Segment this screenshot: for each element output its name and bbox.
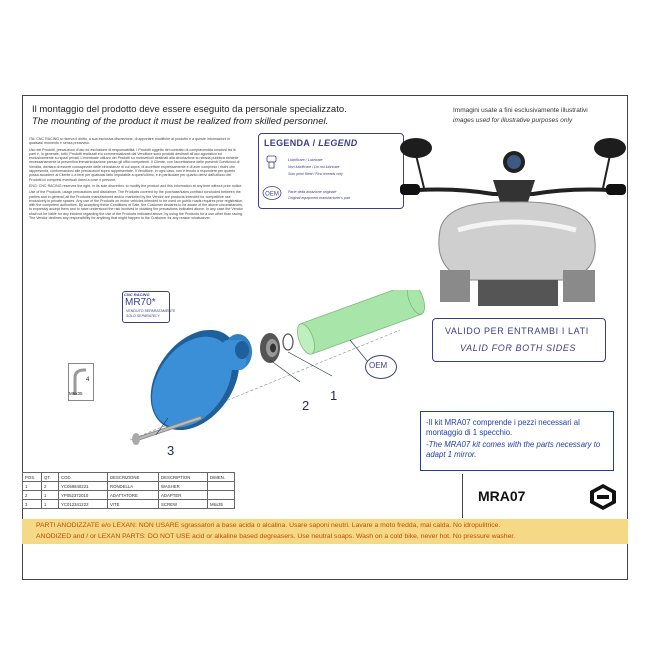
mirror-right-icon bbox=[594, 138, 626, 188]
cell: SCREW bbox=[159, 500, 208, 509]
divider bbox=[462, 474, 463, 518]
parts-table bbox=[22, 472, 235, 509]
valid-both-sides-box bbox=[432, 318, 606, 362]
cell: M6x35 bbox=[208, 500, 235, 509]
oem-callout-label: OEM bbox=[369, 361, 388, 370]
legend-oem-it: Parte della dotazione originale bbox=[288, 190, 337, 194]
cell: WASHER bbox=[159, 482, 208, 491]
legend-item-lubricate: Lubrificare / Lubricate bbox=[288, 158, 323, 162]
oem-badge-icon bbox=[263, 187, 281, 200]
parts-table-header bbox=[23, 473, 235, 482]
cell: 1 bbox=[42, 491, 59, 500]
legend-item-first-threads: Solo primi filetti / First threads only bbox=[288, 172, 343, 176]
callout-4: 4 bbox=[86, 377, 90, 383]
illustrative-note-it: Immagini usate a fini esclusivamente illustrativi bbox=[453, 107, 588, 114]
cell: YP052372010 bbox=[59, 491, 108, 500]
callout-screw-size: M6x35 bbox=[69, 391, 83, 396]
mirror-disc-icon bbox=[132, 313, 257, 447]
callout-3: 3 bbox=[167, 443, 175, 458]
table-row bbox=[23, 491, 235, 500]
col-descrizione: DESCRIZIONE bbox=[108, 473, 159, 482]
mr70-note-en: SOLD SEPARATELY bbox=[126, 314, 160, 318]
cell bbox=[208, 482, 235, 491]
cell: 1 bbox=[23, 482, 42, 491]
mr70-code-text: MR70 bbox=[125, 297, 152, 308]
col-description: DESCRIPTION bbox=[159, 473, 208, 482]
legend-title-en: LEGEND bbox=[318, 138, 358, 148]
legend-oem-en: Original equipment manufacturer's part bbox=[288, 196, 351, 200]
legal-disclaimer bbox=[29, 137, 243, 297]
table-row bbox=[23, 482, 235, 491]
mirror-left-icon bbox=[400, 138, 432, 188]
col-pos: POS. bbox=[23, 473, 42, 482]
mr70-note-it: VENDUTO SEPARATAMENTE bbox=[126, 309, 176, 313]
callout-2: 2 bbox=[302, 398, 310, 413]
oem-grip-icon bbox=[294, 290, 428, 356]
kit-note-it: -Il kit MRA07 comprende i pezzi necessari al montaggio di 1 specchio. bbox=[426, 418, 580, 437]
washer-part-icon bbox=[260, 333, 280, 363]
warning-it: PARTI ANODIZZATE e/o LEXAN: NON USARE sgrassatori a base acida o alcalina. Usare saponi neutri. Lavare a moto fredda, mai calda. No idropulitrice. bbox=[36, 522, 501, 529]
callout-1: 1 bbox=[330, 388, 338, 403]
valid-both-sides-en: VALID FOR BOTH SIDES bbox=[460, 343, 577, 353]
mr70-suffix: * bbox=[151, 297, 156, 308]
legal-p4: Use of the Products, usage precautions and disclaimer. The Products covered by the purchase/sales contract concluded between the parties and in general, all the Products manufactured and/or marketed by the Vendor are products intended for competitive use exclusively in private spaces. Any use of the Products on motor vehicles intended to be used on public roads requires prior registration with the competent authorities. By accepting these Conditions of Sale, the Customer declares to be aware of the above circumstances, to expressly accept them and to have understood the risk involved in violating the precautions indicated above. In any case the Vendor shall not be liable for any incident regarding the use of the Products indicated above, by using the Products for a use other than racing. The Vendor declines any responsibility for anything that might happen to the Customer for any reason whatsoever. bbox=[29, 190, 243, 221]
legal-p2: Uso dei Prodotti, precauzioni d'uso ed esclusione di responsabilità. I Prodotti oggetto del contratto di compravendita conclusi tra le parti e, in generale, tutti i Prodotti realizzati e/o commercializzati dal Venditore sono prodotti destinati all'uso agonistico ed esclusivamente su spazi privati. L'eventuale utilizzo dei Prodotti su motoveicoli destinati alla circolazione su strada pubblica richiede necessariamente la preventiva immatricolazione presso gli uffici competenti. Il Cliente, con l'accettazione delle presenti Condizioni di Vendita, dichiara di essere consapevole delle circostanze di cui sopra, di accettare espressamente e di aver compreso i rischi che rappresenta, conformandosi alle precauzioni sopra rappresentate. Il Venditore, in ogni caso, non è tenuto a rispondere per quanto possa accadere al Cliente o a terzi per qualsiasi fatto imputabile a quest'ultimo, e in particolare per quanto derivi dall'utilizzo dei Prodotti ivi compresi eventuali danni a cose o persone. bbox=[29, 147, 240, 182]
table-row bbox=[23, 500, 235, 509]
cell: 2 bbox=[23, 491, 42, 500]
cell: ADAPTER bbox=[159, 491, 208, 500]
mounting-notice-it: Il montaggio del prodotto deve essere eseguito da personale specializzato. bbox=[32, 104, 347, 115]
legend-item-no-lubricate: Non lubrificare / Do not lubricate bbox=[288, 165, 340, 169]
mr70-code bbox=[125, 297, 156, 308]
cell: 3 bbox=[23, 500, 42, 509]
cell: YC059840221 bbox=[59, 482, 108, 491]
mr70-brand: CNC RACING bbox=[124, 292, 150, 297]
cnc-racing-logo-icon bbox=[588, 483, 618, 511]
legend-title-sep: / bbox=[312, 138, 316, 148]
legal-p3: ENG: CNC RACING reserves the right, in its sole discretion, to modify the product and this information at any time without prior notice. bbox=[29, 183, 243, 188]
valid-both-sides-it: VALIDO PER ENTRAMBI I LATI bbox=[445, 326, 589, 336]
cell: 1 bbox=[42, 500, 59, 509]
col-cod: COD. bbox=[59, 473, 108, 482]
legend-oem-label: OEM bbox=[265, 191, 279, 198]
cell: VITE bbox=[108, 500, 159, 509]
exploded-view bbox=[60, 290, 440, 480]
cell bbox=[208, 491, 235, 500]
cell: ADATTATORE bbox=[108, 491, 159, 500]
illustrative-note-en: images used for illustrative purposes only bbox=[453, 117, 573, 124]
legend-icons bbox=[262, 155, 282, 205]
kit-note-en: -The MRA07 kit comes with the parts necessary to adapt 1 mirror. bbox=[426, 440, 601, 459]
col-qt: QT. bbox=[42, 473, 59, 482]
small-washer-icon bbox=[283, 334, 293, 350]
cell: 2 bbox=[42, 482, 59, 491]
legal-p1: ITA: CNC RACING si riserva il diritto, a sua esclusiva discrezione, di apportare modifiche al prodotto e a queste informazioni in qualsiasi momento e senza preavviso. bbox=[29, 137, 231, 146]
legend-title bbox=[264, 138, 358, 148]
product-code: MRA07 bbox=[478, 488, 526, 504]
legend-title-it: LEGENDA bbox=[264, 138, 310, 148]
mounting-notice-en: The mounting of the product it must be realized from skilled personnel. bbox=[32, 116, 329, 127]
warning-en: ANODIZED and / or LEXAN PARTS: DO NOT USE acid or alkaline based degreasers. Use neutral soaps. Wash on a cold bike, never hot. No pressure washer. bbox=[36, 533, 516, 540]
motorcycle-illustration bbox=[398, 130, 628, 310]
lubricate-icon bbox=[267, 156, 276, 168]
col-dimen: DIMEN. bbox=[208, 473, 235, 482]
cell: YC012341222 bbox=[59, 500, 108, 509]
cell: RONDELLA bbox=[108, 482, 159, 491]
